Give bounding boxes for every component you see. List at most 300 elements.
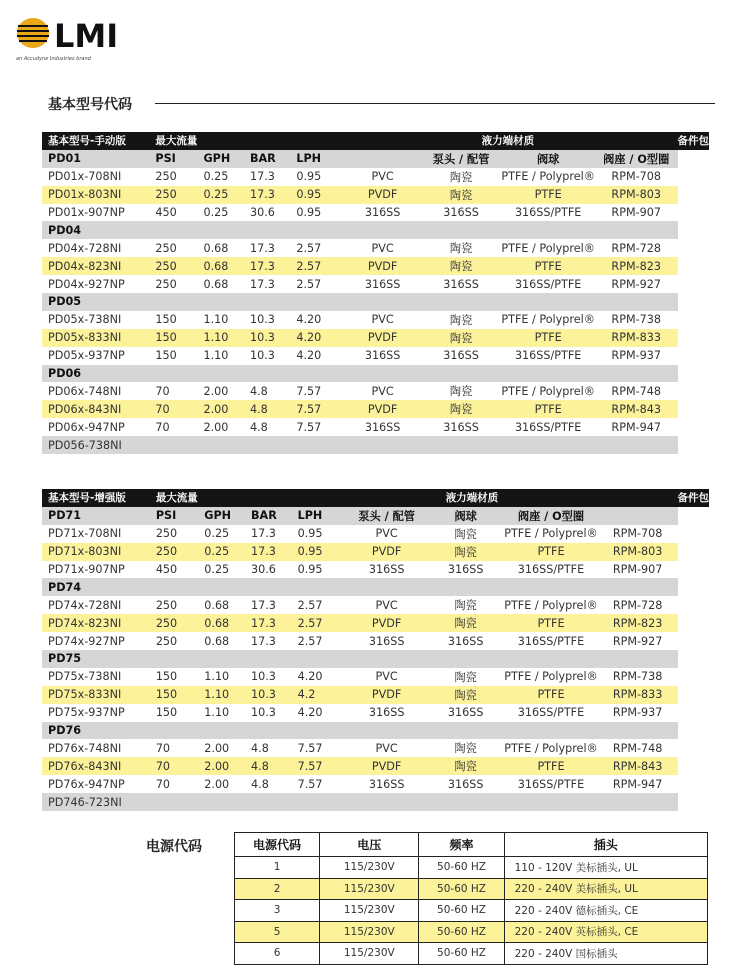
- model-code: PD04x-927NP: [42, 275, 149, 293]
- ball-material: 316SS: [427, 561, 504, 579]
- head-material: PVDF: [346, 686, 427, 704]
- lph-value: 2.57: [290, 275, 344, 293]
- bar-value: 17.3: [244, 168, 290, 186]
- head-material: 316SS: [346, 775, 427, 793]
- spare-kit: RPM-927: [595, 275, 678, 293]
- power-plug: 220 - 240V 英标插头, CE: [504, 921, 707, 943]
- power-freq: 50-60 HZ: [419, 943, 504, 965]
- spare-kit: RPM-947: [598, 775, 678, 793]
- group-blank: [149, 293, 677, 311]
- spare-kit: RPM-833: [595, 329, 678, 347]
- power-voltage: 115/230V: [320, 878, 419, 900]
- subheader-ball: 阀球: [501, 150, 595, 168]
- group-name: PD74: [42, 578, 150, 596]
- model-code: PD71x-803NI: [42, 543, 150, 561]
- spare-kit: RPM-728: [598, 596, 678, 614]
- ball-material: 316SS: [421, 418, 502, 436]
- subheader-bar: BAR: [244, 150, 290, 168]
- table-row: [42, 311, 709, 329]
- ball-material: 陶瓷: [427, 596, 504, 614]
- bar-value: 4.8: [244, 418, 290, 436]
- lph-value: 4.2: [292, 686, 347, 704]
- header-max-flow: 最大流量: [150, 489, 346, 507]
- power-code: 6: [235, 943, 320, 965]
- psi-value: 250: [149, 239, 197, 257]
- footer-model: PD746-723NI: [42, 793, 678, 811]
- bar-value: 17.3: [245, 614, 292, 632]
- seat-material: PTFE: [501, 186, 595, 204]
- ball-material: 陶瓷: [421, 239, 502, 257]
- table-row: [42, 596, 709, 614]
- subheader-gph: GPH: [197, 150, 244, 168]
- model-code: PD74x-728NI: [42, 596, 150, 614]
- spare-kit: RPM-937: [595, 347, 678, 365]
- table-footer-row: [42, 436, 709, 454]
- psi-value: 70: [149, 382, 197, 400]
- model-code: PD01x-803NI: [42, 186, 149, 204]
- gph-value: 2.00: [197, 382, 244, 400]
- lph-value: 4.20: [290, 347, 344, 365]
- table-row: [42, 329, 709, 347]
- model-code: PD05x-738NI: [42, 311, 149, 329]
- table-row: [42, 757, 709, 775]
- head-material: PVC: [344, 168, 420, 186]
- lph-value: 2.57: [290, 257, 344, 275]
- seat-material: PTFE: [501, 329, 595, 347]
- psi-value: 150: [149, 329, 197, 347]
- manual-models-table: [42, 132, 709, 454]
- logo-text: LMI: [54, 17, 119, 52]
- spare-kit: RPM-927: [598, 632, 678, 650]
- group-name: PD06: [42, 365, 149, 383]
- table-row: [42, 275, 709, 293]
- lph-value: 0.95: [292, 525, 347, 543]
- seat-material: PTFE / Polyprel®: [504, 596, 598, 614]
- power-header-voltage: 电压: [320, 833, 419, 857]
- power-freq: 50-60 HZ: [419, 921, 504, 943]
- head-material: PVC: [346, 739, 427, 757]
- psi-value: 70: [150, 739, 198, 757]
- psi-value: 250: [150, 614, 198, 632]
- table-row: [42, 204, 709, 222]
- subheader-head: 泵头 / 配管: [421, 150, 502, 168]
- ball-material: 陶瓷: [427, 543, 504, 561]
- model-code: PD05x-833NI: [42, 329, 149, 347]
- group-blank: [150, 722, 678, 740]
- table-header-row: [42, 132, 709, 150]
- gph-value: 0.25: [197, 168, 244, 186]
- gph-value: 0.25: [198, 561, 245, 579]
- psi-value: 250: [149, 186, 197, 204]
- header-spare: 备件包: [678, 489, 710, 507]
- head-material: PVC: [346, 596, 427, 614]
- power-code: 5: [235, 921, 320, 943]
- logo-tagline: an Accudyne Industries brand: [16, 56, 91, 62]
- bar-value: 4.8: [244, 382, 290, 400]
- head-material: PVC: [344, 382, 420, 400]
- bar-value: 30.6: [244, 204, 290, 222]
- model-code: PD76x-843NI: [42, 757, 150, 775]
- gph-value: 0.68: [198, 614, 245, 632]
- spare-kit: RPM-708: [598, 525, 678, 543]
- ball-material: 陶瓷: [427, 668, 504, 686]
- group-name: PD05: [42, 293, 149, 311]
- subheader-blank: [598, 507, 678, 525]
- gph-value: 0.25: [197, 186, 244, 204]
- group-blank: [150, 578, 678, 596]
- ball-material: 316SS: [421, 275, 502, 293]
- psi-value: 150: [149, 347, 197, 365]
- header-blank: [598, 489, 678, 507]
- spare-kit: RPM-843: [598, 757, 678, 775]
- ball-material: 陶瓷: [427, 614, 504, 632]
- bar-value: 17.3: [244, 275, 290, 293]
- seat-material: PTFE / Polyprel®: [501, 382, 595, 400]
- gph-value: 0.68: [198, 632, 245, 650]
- spare-kit: RPM-738: [595, 311, 678, 329]
- seat-material: 316SS/PTFE: [504, 775, 598, 793]
- power-code: 1: [235, 857, 320, 879]
- lph-value: 4.20: [290, 311, 344, 329]
- psi-value: 70: [149, 400, 197, 418]
- group-blank: [149, 365, 677, 383]
- model-code: PD04x-823NI: [42, 257, 149, 275]
- power-code: 2: [235, 878, 320, 900]
- group-header-row: [42, 650, 709, 668]
- model-code: PD05x-937NP: [42, 347, 149, 365]
- head-material: PVC: [344, 239, 420, 257]
- lph-value: 0.95: [290, 204, 344, 222]
- gph-value: 2.00: [198, 739, 245, 757]
- ball-material: 316SS: [421, 204, 502, 222]
- gph-value: 0.68: [197, 257, 244, 275]
- head-material: 316SS: [344, 418, 420, 436]
- gph-value: 0.25: [198, 543, 245, 561]
- ball-material: 316SS: [427, 632, 504, 650]
- section-title-power-codes: 电源代码: [146, 839, 202, 855]
- spare-kit: RPM-823: [598, 614, 678, 632]
- seat-material: PTFE: [504, 543, 598, 561]
- head-material: PVDF: [346, 543, 427, 561]
- gph-value: 2.00: [198, 775, 245, 793]
- bar-value: 10.3: [245, 686, 292, 704]
- model-code: PD76x-748NI: [42, 739, 150, 757]
- power-voltage: 115/230V: [320, 921, 419, 943]
- seat-material: PTFE / Polyprel®: [501, 168, 595, 186]
- bar-value: 4.8: [245, 739, 292, 757]
- power-plug: 220 - 240V 国标插头: [504, 943, 707, 965]
- psi-value: 150: [149, 311, 197, 329]
- footer-model: PD056-738NI: [42, 436, 678, 454]
- lph-value: 7.57: [292, 739, 347, 757]
- psi-value: 150: [150, 704, 198, 722]
- spare-kit: RPM-823: [595, 257, 678, 275]
- seat-material: 316SS/PTFE: [501, 418, 595, 436]
- table-row: [42, 668, 709, 686]
- power-plug: 220 - 240V 德标插头, CE: [504, 900, 707, 922]
- seat-material: 316SS/PTFE: [501, 347, 595, 365]
- head-material: 316SS: [346, 704, 427, 722]
- model-code: PD06x-843NI: [42, 400, 149, 418]
- lmi-logo-mark: [16, 16, 146, 52]
- group-header-row: [42, 578, 709, 596]
- head-material: PVDF: [346, 614, 427, 632]
- table-row: [42, 632, 709, 650]
- group-name: PD76: [42, 722, 150, 740]
- gph-value: 2.00: [197, 400, 244, 418]
- bar-value: 10.3: [244, 311, 290, 329]
- power-header-freq: 频率: [419, 833, 504, 857]
- head-material: 316SS: [346, 561, 427, 579]
- bar-value: 30.6: [245, 561, 292, 579]
- lph-value: 4.20: [292, 668, 347, 686]
- psi-value: 150: [150, 668, 198, 686]
- ball-material: 陶瓷: [421, 382, 502, 400]
- seat-material: 316SS/PTFE: [504, 561, 598, 579]
- seat-material: 316SS/PTFE: [501, 275, 595, 293]
- subheader-seat: 阀座 / O型圈: [504, 507, 598, 525]
- group-name: PD75: [42, 650, 150, 668]
- psi-value: 250: [150, 525, 198, 543]
- head-material: PVDF: [346, 757, 427, 775]
- model-code: PD74x-927NP: [42, 632, 150, 650]
- gph-value: 1.10: [198, 686, 245, 704]
- lph-value: 2.57: [290, 239, 344, 257]
- head-material: PVC: [344, 311, 420, 329]
- psi-value: 70: [150, 757, 198, 775]
- gph-value: 1.10: [198, 668, 245, 686]
- power-voltage: 115/230V: [320, 857, 419, 879]
- gph-value: 0.25: [197, 204, 244, 222]
- psi-value: 250: [150, 596, 198, 614]
- bar-value: 17.3: [245, 543, 292, 561]
- seat-material: PTFE / Polyprel®: [504, 525, 598, 543]
- psi-value: 250: [150, 632, 198, 650]
- seat-material: 316SS/PTFE: [501, 204, 595, 222]
- header-max-flow: 最大流量: [149, 132, 344, 150]
- gph-value: 2.00: [197, 418, 244, 436]
- power-header-code: 电源代码: [235, 833, 320, 857]
- seat-material: PTFE / Polyprel®: [504, 739, 598, 757]
- seat-material: 316SS/PTFE: [504, 632, 598, 650]
- gph-value: 1.10: [197, 347, 244, 365]
- psi-value: 250: [149, 257, 197, 275]
- bar-value: 4.8: [244, 400, 290, 418]
- power-row: [235, 878, 708, 900]
- group-name: PD71: [42, 507, 150, 525]
- model-code: PD75x-833NI: [42, 686, 150, 704]
- group-header-row: [42, 221, 709, 239]
- power-row: [235, 921, 708, 943]
- bar-value: 10.3: [245, 704, 292, 722]
- gph-value: 2.00: [198, 757, 245, 775]
- title-rule: [155, 103, 715, 104]
- model-code: PD75x-937NP: [42, 704, 150, 722]
- ball-material: 陶瓷: [421, 186, 502, 204]
- header-material: 液力端材质: [346, 489, 598, 507]
- spare-kit: RPM-708: [595, 168, 678, 186]
- seat-material: PTFE: [504, 686, 598, 704]
- lph-value: 0.95: [292, 561, 347, 579]
- power-voltage: 115/230V: [320, 900, 419, 922]
- lph-value: 7.57: [290, 418, 344, 436]
- model-code: PD06x-748NI: [42, 382, 149, 400]
- bar-value: 10.3: [244, 347, 290, 365]
- seat-material: 316SS/PTFE: [504, 704, 598, 722]
- lmi-logo: [16, 16, 146, 66]
- spare-kit: RPM-748: [595, 382, 678, 400]
- group-blank: [150, 650, 678, 668]
- header-material: 液力端材质: [421, 132, 595, 150]
- table-row: [42, 561, 709, 579]
- table-row: [42, 739, 709, 757]
- table-row: [42, 704, 709, 722]
- model-code: PD01x-708NI: [42, 168, 149, 186]
- power-header-row: [235, 833, 708, 857]
- head-material: PVDF: [344, 400, 420, 418]
- subheader-lph: LPH: [292, 507, 347, 525]
- lph-value: 4.20: [292, 704, 347, 722]
- table-row: [42, 686, 709, 704]
- bar-value: 17.3: [245, 525, 292, 543]
- ball-material: 陶瓷: [421, 400, 502, 418]
- head-material: 316SS: [344, 204, 420, 222]
- gph-value: 1.10: [198, 704, 245, 722]
- seat-material: PTFE / Polyprel®: [504, 668, 598, 686]
- spare-kit: RPM-937: [598, 704, 678, 722]
- spare-kit: RPM-738: [598, 668, 678, 686]
- ball-material: 陶瓷: [421, 257, 502, 275]
- ball-material: 陶瓷: [421, 311, 502, 329]
- power-freq: 50-60 HZ: [419, 878, 504, 900]
- lph-value: 4.20: [290, 329, 344, 347]
- lph-value: 2.57: [292, 596, 347, 614]
- ball-material: 陶瓷: [427, 686, 504, 704]
- header-model: 基本型号-手动版: [42, 132, 149, 150]
- group-header-row: [42, 722, 709, 740]
- seat-material: PTFE: [504, 757, 598, 775]
- power-header-plug: 插头: [504, 833, 707, 857]
- head-material: PVDF: [344, 257, 420, 275]
- bar-value: 10.3: [245, 668, 292, 686]
- table-header-row: [42, 489, 709, 507]
- header-blank: [344, 132, 420, 150]
- ball-material: 陶瓷: [427, 757, 504, 775]
- lph-value: 0.95: [290, 186, 344, 204]
- head-material: 316SS: [344, 275, 420, 293]
- table-row: [42, 257, 709, 275]
- head-material: 316SS: [344, 347, 420, 365]
- table-row: [42, 347, 709, 365]
- table-row: [42, 400, 709, 418]
- seat-material: PTFE: [504, 614, 598, 632]
- model-code: PD71x-708NI: [42, 525, 150, 543]
- subheader-bar: BAR: [245, 507, 292, 525]
- gph-value: 1.10: [197, 329, 244, 347]
- power-freq: 50-60 HZ: [419, 857, 504, 879]
- lph-value: 7.57: [292, 775, 347, 793]
- power-freq: 50-60 HZ: [419, 900, 504, 922]
- head-material: PVC: [346, 668, 427, 686]
- model-code: PD04x-728NI: [42, 239, 149, 257]
- gph-value: 0.25: [198, 525, 245, 543]
- head-material: PVDF: [344, 186, 420, 204]
- head-material: 316SS: [346, 632, 427, 650]
- lph-value: 7.57: [290, 382, 344, 400]
- model-code: PD01x-907NP: [42, 204, 149, 222]
- table-row: [42, 775, 709, 793]
- table-row: [42, 525, 709, 543]
- bar-value: 4.8: [245, 775, 292, 793]
- power-row: [235, 943, 708, 965]
- group-header-row: [42, 293, 709, 311]
- lph-value: 7.57: [290, 400, 344, 418]
- group-name: PD04: [42, 221, 149, 239]
- ball-material: 316SS: [427, 775, 504, 793]
- spare-kit: RPM-728: [595, 239, 678, 257]
- psi-value: 70: [149, 418, 197, 436]
- enhanced-models-table: [42, 489, 709, 811]
- model-code: PD71x-907NP: [42, 561, 150, 579]
- table-row: [42, 614, 709, 632]
- bar-value: 17.3: [245, 596, 292, 614]
- lph-value: 0.95: [290, 168, 344, 186]
- spare-kit: RPM-833: [598, 686, 678, 704]
- lph-value: 2.57: [292, 614, 347, 632]
- model-code: PD74x-823NI: [42, 614, 150, 632]
- group-blank: [149, 221, 677, 239]
- subheader-lph: LPH: [290, 150, 344, 168]
- gph-value: 0.68: [198, 596, 245, 614]
- group-header-row: [42, 365, 709, 383]
- model-code: PD06x-947NP: [42, 418, 149, 436]
- model-code: PD76x-947NP: [42, 775, 150, 793]
- head-material: PVDF: [344, 329, 420, 347]
- subheader-head: 泵头 / 配管: [346, 507, 427, 525]
- header-spare: 备件包: [678, 132, 710, 150]
- section-title-base-models: 基本型号代码: [48, 97, 132, 113]
- header-model: 基本型号-增强版: [42, 489, 150, 507]
- subheader-ball: 阀球: [427, 507, 504, 525]
- psi-value: 250: [149, 275, 197, 293]
- table-row: [42, 186, 709, 204]
- spare-kit: RPM-947: [595, 418, 678, 436]
- spare-kit: RPM-843: [595, 400, 678, 418]
- lph-value: 7.57: [292, 757, 347, 775]
- subheader-gph: GPH: [198, 507, 245, 525]
- header-blank: [595, 132, 678, 150]
- ball-material: 陶瓷: [427, 739, 504, 757]
- power-voltage: 115/230V: [320, 943, 419, 965]
- table-row: [42, 543, 709, 561]
- power-plug: 110 - 120V 美标插头, UL: [504, 857, 707, 879]
- ball-material: 316SS: [421, 347, 502, 365]
- lph-value: 2.57: [292, 632, 347, 650]
- bar-value: 17.3: [244, 239, 290, 257]
- spare-kit: RPM-803: [595, 186, 678, 204]
- power-plug: 220 - 240V 美标插头, UL: [504, 878, 707, 900]
- subheader-blank: [344, 150, 420, 168]
- ball-material: 316SS: [427, 704, 504, 722]
- power-row: [235, 900, 708, 922]
- psi-value: 70: [150, 775, 198, 793]
- bar-value: 17.3: [245, 632, 292, 650]
- seat-material: PTFE: [501, 400, 595, 418]
- subheader-psi: PSI: [150, 507, 198, 525]
- group-header-row: [42, 150, 709, 168]
- gph-value: 0.68: [197, 275, 244, 293]
- subheader-psi: PSI: [149, 150, 197, 168]
